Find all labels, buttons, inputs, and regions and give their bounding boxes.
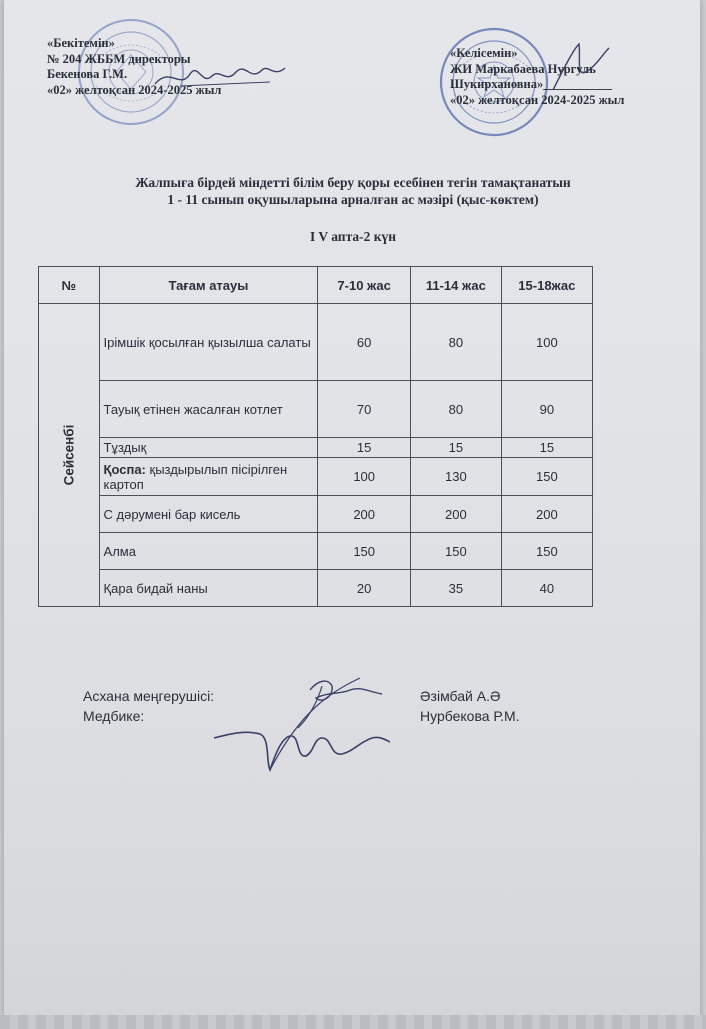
nurse-label: Медбике: bbox=[83, 708, 145, 724]
approval-right-line3: Шукирхановна»___________ bbox=[450, 77, 613, 91]
dish-name: Қара бидай наны bbox=[99, 570, 318, 607]
day-label: Сейсенбі bbox=[61, 424, 77, 486]
nurse-name: Нурбекова Р.М. bbox=[420, 708, 520, 724]
portion-15-18: 100 bbox=[501, 304, 592, 381]
portion-15-18: 200 bbox=[501, 496, 592, 533]
portion-7-10: 20 bbox=[318, 570, 411, 607]
portion-15-18: 15 bbox=[501, 438, 592, 458]
col-header-age-15-18: 15-18жас bbox=[501, 267, 592, 304]
agreement-signature bbox=[545, 40, 615, 100]
director-signature bbox=[150, 56, 290, 96]
title-line2: 1 - 11 сынып оқушыларына арналған ас мәзірі (қыс-көктем) bbox=[167, 192, 539, 207]
approval-left-line4: «02» желтоқсан 2024-2025 жыл bbox=[47, 82, 222, 97]
dish-name-cell bbox=[99, 458, 318, 496]
cafeteria-head-name: Әзімбай А.Ә bbox=[420, 688, 501, 704]
approval-left-line2: № 204 ЖББМ директоры bbox=[47, 51, 191, 66]
portion-7-10: 60 bbox=[318, 304, 411, 381]
portion-11-14: 80 bbox=[410, 381, 501, 438]
dish-prefix: Қоспа: bbox=[103, 461, 146, 477]
document-title bbox=[0, 174, 706, 208]
approval-right-line2: ЖИ Маркабаева Нургуль bbox=[450, 61, 596, 76]
portion-11-14: 150 bbox=[410, 533, 501, 570]
approval-left-line1: «Бекітемін» bbox=[47, 36, 115, 50]
portion-11-14: 80 bbox=[410, 304, 501, 381]
approval-right-line4: «02» желтоқсан 2024-2025 жыл bbox=[450, 92, 625, 107]
portion-15-18: 150 bbox=[501, 458, 592, 496]
portion-15-18: 150 bbox=[501, 533, 592, 570]
day-cell bbox=[39, 304, 100, 607]
portion-11-14: 200 bbox=[410, 496, 501, 533]
col-header-dish: Тағам атауы bbox=[99, 267, 318, 304]
title-line1: Жалпыға бірдей міндетті білім беру қоры есебінен тегін тамақтанатын bbox=[135, 175, 571, 190]
col-header-age-11-14: 11-14 жас bbox=[410, 267, 501, 304]
col-header-age-7-10: 7-10 жас bbox=[318, 267, 411, 304]
approval-left-line3: Бекенова Г.М. bbox=[47, 67, 128, 81]
menu-table bbox=[38, 266, 593, 607]
week-day-label: I V апта-2 күн bbox=[309, 229, 397, 244]
table-row bbox=[39, 458, 593, 496]
portion-11-14: 15 bbox=[410, 438, 501, 458]
portion-7-10: 100 bbox=[318, 458, 411, 496]
table-row bbox=[39, 533, 593, 570]
col-header-number: № bbox=[39, 267, 100, 304]
portion-7-10: 200 bbox=[318, 496, 411, 533]
bottom-signatures bbox=[210, 672, 400, 782]
portion-11-14: 35 bbox=[410, 570, 501, 607]
dish-name: Тұздық bbox=[99, 438, 318, 458]
table-row bbox=[39, 438, 593, 458]
dish-name: Тауық етінен жасалған котлет bbox=[99, 381, 318, 438]
table-row bbox=[39, 381, 593, 438]
portion-11-14: 130 bbox=[410, 458, 501, 496]
dish-name: қыздырылып пісірілген картоп bbox=[103, 461, 288, 492]
table-row bbox=[39, 496, 593, 533]
approval-right-line1: «Келісемін» bbox=[450, 46, 518, 60]
table-header-row bbox=[39, 267, 593, 304]
portion-7-10: 150 bbox=[318, 533, 411, 570]
table-surface bbox=[0, 1015, 706, 1029]
dish-name: С дәрумені бар кисель bbox=[99, 496, 318, 533]
cafeteria-head-label: Асхана меңгерушісі: bbox=[83, 688, 215, 704]
portion-15-18: 90 bbox=[501, 381, 592, 438]
table-row bbox=[39, 304, 593, 381]
dish-name: Ірімшік қосылған қызылша салаты bbox=[99, 304, 318, 381]
portion-15-18: 40 bbox=[501, 570, 592, 607]
table-row bbox=[39, 570, 593, 607]
portion-7-10: 70 bbox=[318, 381, 411, 438]
portion-7-10: 15 bbox=[318, 438, 411, 458]
dish-name: Алма bbox=[99, 533, 318, 570]
